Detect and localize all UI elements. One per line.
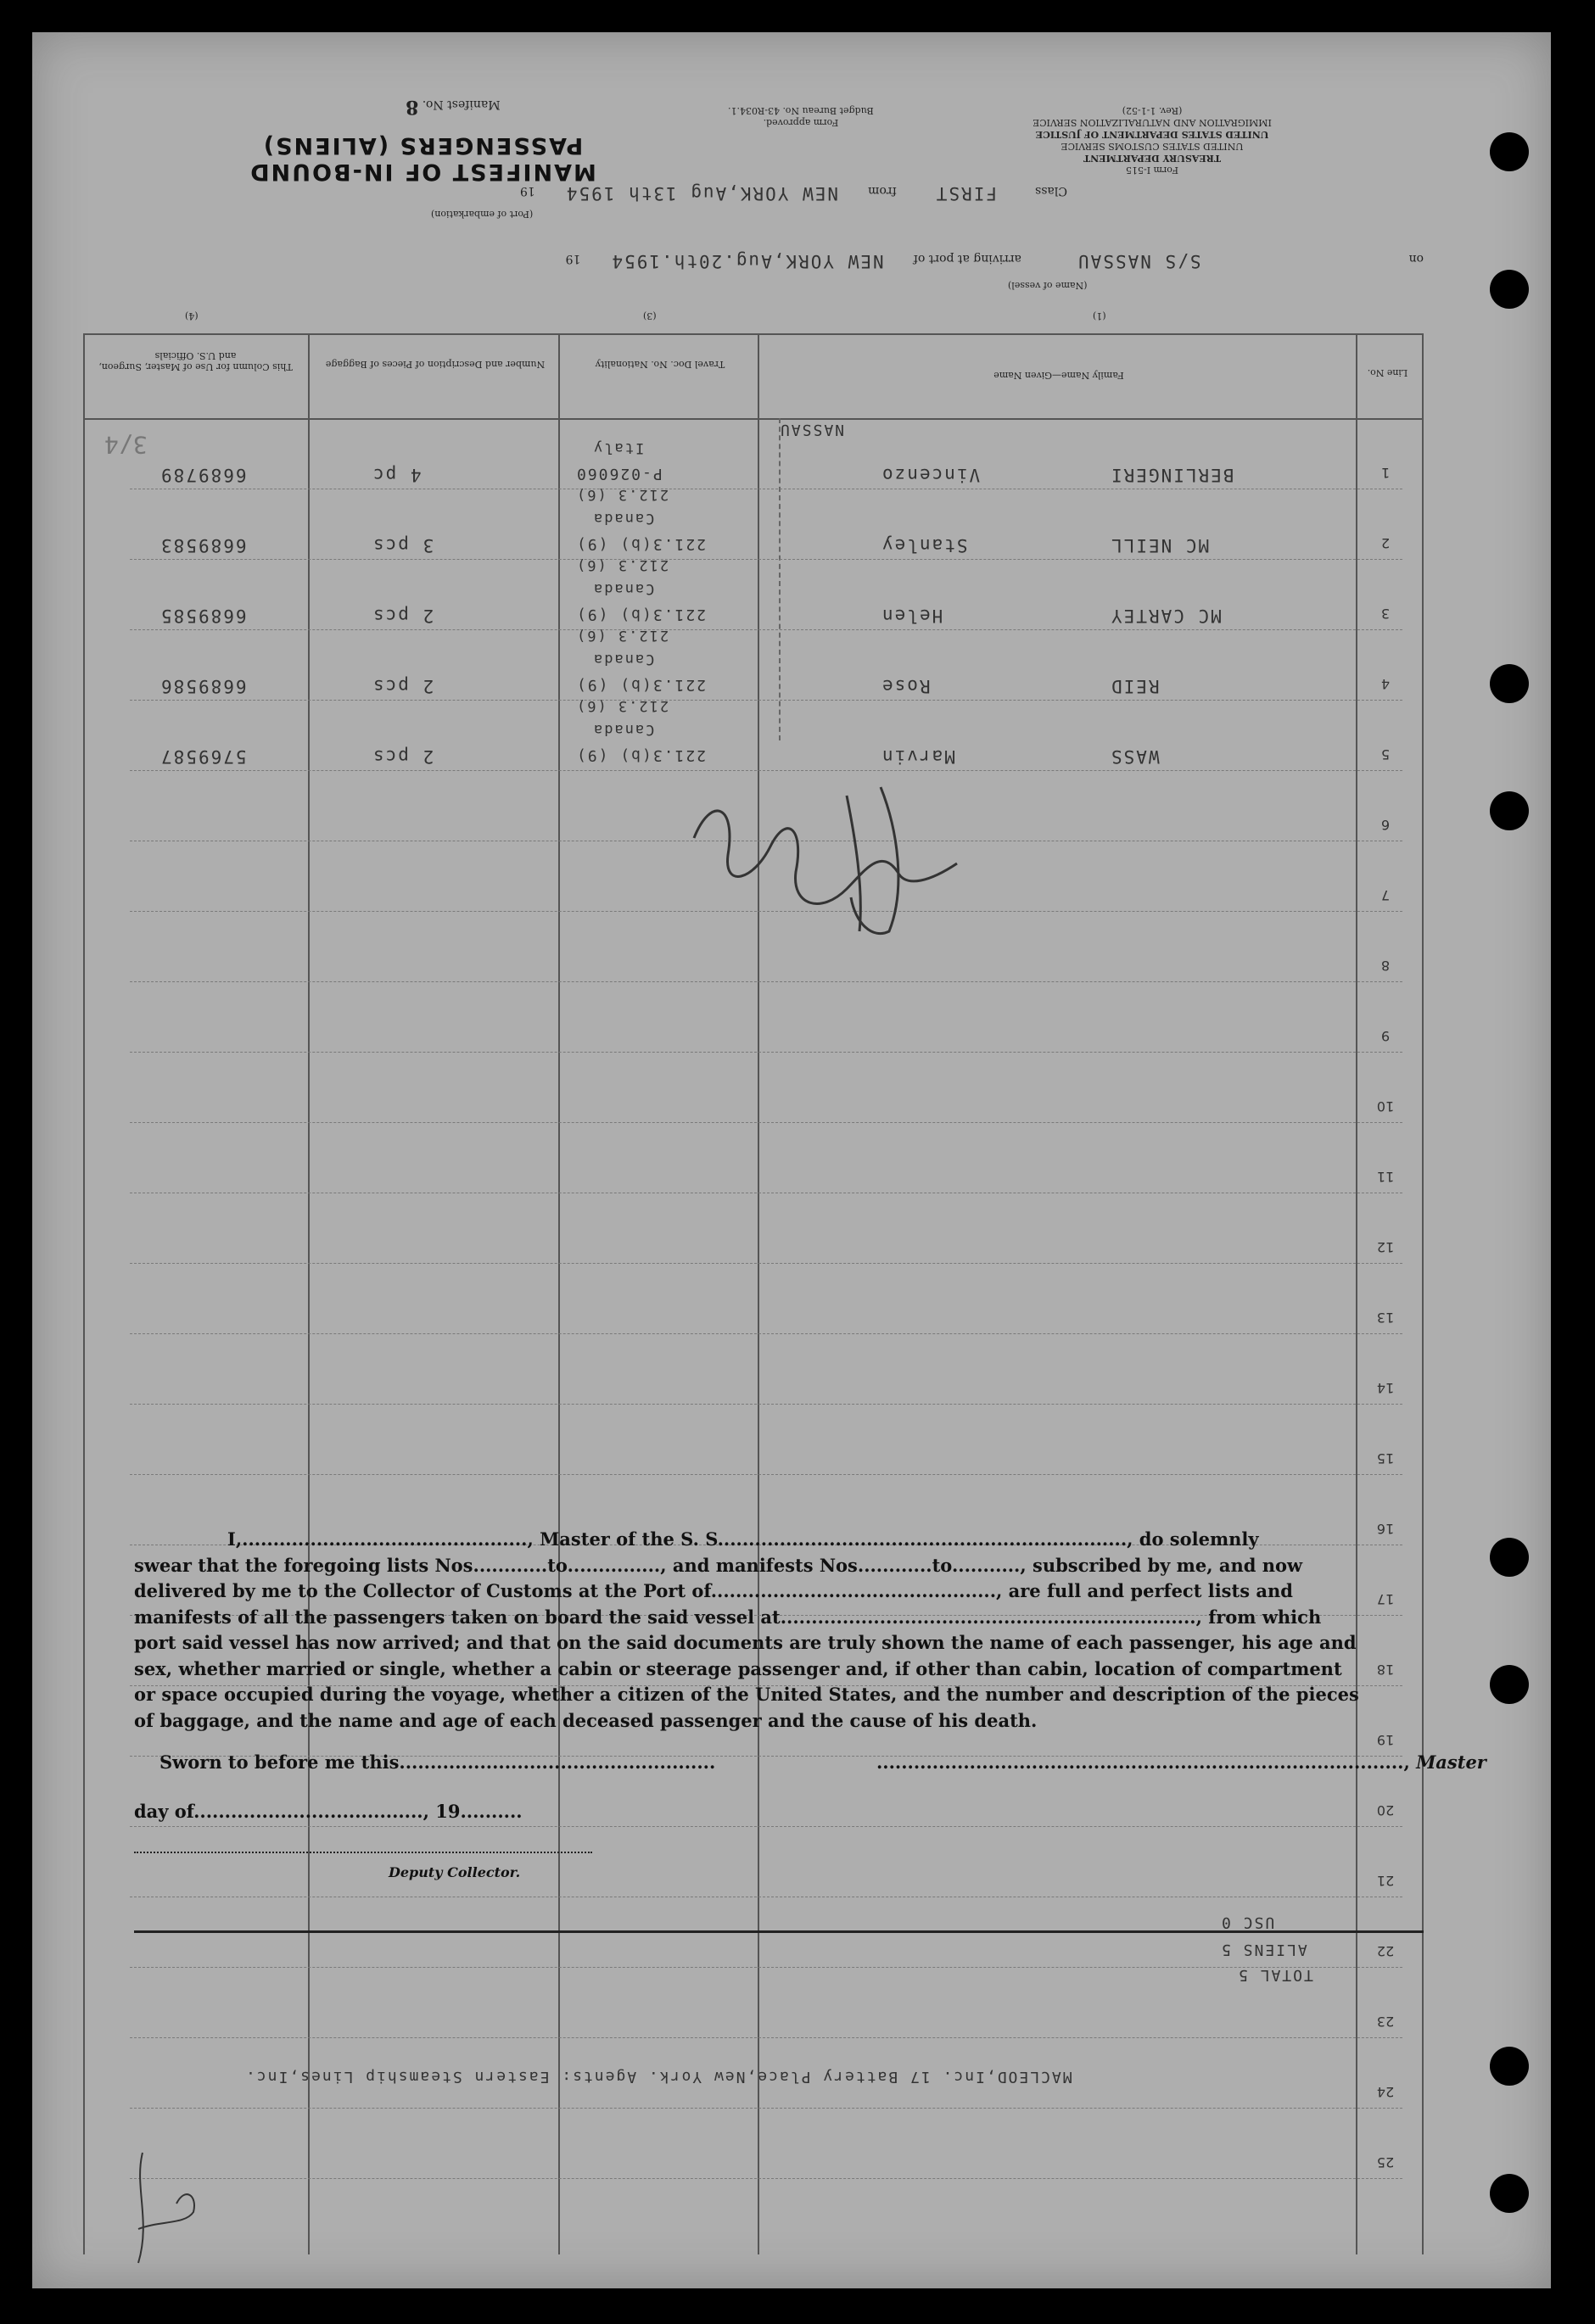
passenger-baggage: 3 pcs [372,535,434,556]
passenger-family-name: REID [1110,676,1160,696]
row-line [130,2037,1402,2039]
day-of-line: day of....................................., 19.......... [134,1801,523,1822]
col4-number: (4) [185,310,199,321]
punch-hole [1490,2174,1529,2213]
arriving-line: on S/S NASSAU arriving at port of NEW YORK,Aug.20th.1954 19 [565,251,1424,271]
header-travel-doc: Travel Doc. No. Nationality [595,359,725,370]
row-line [130,1122,1402,1124]
row-line [130,1193,1402,1194]
punch-hole [1490,132,1529,171]
passenger-official-number: 6689585 [160,606,247,626]
department-block: Form I-515 TREASURY DEPARTMENT UNITED STATES CUSTOMS SERVICE UNITED STATES DEPARTMENT OF JUSTICE IMMIGRATION AND NATURALIZATION SERVICE (Rev. 1-1-52) [1033,105,1272,176]
row-number: 17 [1376,1591,1395,1607]
sworn-line: Sworn to before me this................................................... [160,1751,716,1773]
table-left-border [83,333,85,2254]
master-signature-line: ....................................................................................., Master [876,1751,1486,1773]
passenger-code: 212.3 (6) [575,697,669,714]
passenger-nationality: Canada [592,510,655,527]
manifest-sheet [32,32,1551,2288]
row-number: 20 [1376,1802,1395,1818]
row-line [130,2108,1402,2109]
row-line [130,629,1402,631]
row-number: 5 [1380,746,1391,763]
form-approval: Form approved. Budget Bureau No. 43-R034.1. [728,105,874,128]
total-aliens: ALIENS 5 [1220,1941,1307,1958]
row-number: 21 [1376,1873,1395,1889]
stamp-border [779,418,782,740]
passenger-nationality: Canada [592,721,655,738]
col3-number: (3) [643,310,657,321]
col1-number: (1) [1093,310,1106,321]
total-usc: USC 0 [1220,1913,1275,1931]
row-number: 23 [1376,2014,1395,2030]
row-line [130,1897,1402,1898]
row-line [130,1826,1402,1828]
row-number: 10 [1376,1098,1395,1115]
punch-hole [1490,1538,1529,1577]
row-number: 18 [1376,1662,1395,1678]
passenger-given-name: Marvin [881,746,955,767]
row-line [130,1474,1402,1476]
passenger-given-name: Stanley [881,535,968,556]
row-number: 6 [1380,817,1391,833]
row-line [130,1404,1402,1405]
vessel-caption: (Name of vessel) [1008,280,1088,291]
passenger-code: 212.3 (6) [575,627,669,644]
oath-paragraph: I,.............................................., Master of the S. S.................................................................., do solemnly swear that the foregoing lists Nos............to..............., and manifests Nos............to..........., subscribed by me, and now delivered by me to the Collector of Customs at the Port of.............................................., are full and perfect lists and manifests of all the passengers taken on board the said vessel at..................................................................., from which port said vessel has now arrived; and that on the said documents are truly shown the name of each passenger, his age and sex, whether married or single, whether a cabin or steerage passenger and, if other than cabin, location of compartment or space occupied during the voyage, whether a citizen of the United States, and the number and description of the pieces of baggage, and the name and age of each deceased passenger and the cause of his death. [134,1528,1359,1731]
header-line-no: Line No. [1367,367,1408,378]
punch-hole [1490,791,1529,830]
passenger-baggage: 4 pc [372,465,422,485]
row-number: 3 [1380,606,1391,622]
passenger-family-name: BERLINGERI [1110,465,1234,485]
row-number: 1 [1380,465,1391,481]
vessel-stamp: NASSAU [779,421,845,439]
row-number: 24 [1376,2084,1395,2100]
row-number: 4 [1380,676,1391,692]
row-line [130,981,1402,983]
header-baggage: Number and Description of Pieces of Baggage [325,359,546,370]
manifest-title: MANIFEST OF IN-BOUND PASSENGERS (ALIENS) [249,132,596,185]
passenger-travel-doc: 221.3(b) (9) [575,676,707,694]
header-family-name: Family Name—Given Name [993,370,1124,381]
passenger-nationality: Canada [592,580,655,597]
manifest-number-label: Manifest No. 8 [406,96,501,118]
row-number: 8 [1380,958,1391,974]
punch-hole [1490,664,1529,703]
table-top-border [83,333,1424,335]
row-line [130,559,1402,561]
official-mark: 3/4 [104,431,148,459]
total-count: TOTAL 5 [1237,1966,1313,1984]
handwritten-mark [117,2144,219,2271]
passenger-given-name: Vincenzo [881,465,981,485]
row-number: 25 [1376,2154,1395,2170]
passenger-given-name: Helen [881,606,943,626]
row-line [130,700,1402,701]
passenger-code: 212.3 (6) [575,556,669,573]
passenger-baggage: 2 pcs [372,606,434,626]
punch-hole [1490,2047,1529,2086]
passenger-family-name: MC NEILL [1110,535,1210,556]
passenger-official-number: 6689586 [160,676,247,696]
row-number: 15 [1376,1450,1395,1466]
deputy-signature-line [134,1852,592,1853]
row-number: 13 [1376,1310,1395,1326]
row-number: 19 [1376,1732,1395,1748]
row-number: 12 [1376,1239,1395,1255]
row-number: 14 [1376,1380,1395,1396]
row-line [130,489,1402,490]
passenger-official-number: 6689789 [160,465,247,485]
table-header-border [83,418,1424,420]
agent-line: MACLEOD,Inc. 17 Battery Place,New York. Agents: Eastern Steamship Lines,Inc. [244,2068,1072,2086]
row-number: 22 [1376,1943,1395,1959]
passenger-code: 212.3 (6) [575,486,669,503]
punch-hole [1490,270,1529,309]
passenger-nationality: Canada [592,651,655,668]
passenger-travel-doc: 221.3(b) (9) [575,535,707,553]
row-number: 11 [1376,1169,1395,1185]
passenger-baggage: 2 pcs [372,676,434,696]
passenger-baggage: 2 pcs [372,746,434,767]
row-line [130,2178,1402,2180]
table-right-border [1422,333,1424,2254]
row-number: 9 [1380,1028,1391,1044]
row-number: 7 [1380,887,1391,903]
passenger-travel-doc: 221.3(b) (9) [575,746,707,764]
row-line [130,1333,1402,1335]
passenger-official-number: 6689583 [160,535,247,556]
row-line [130,1967,1402,1969]
passenger-travel-doc: 221.3(b) (9) [575,606,707,623]
passenger-family-name: WASS [1110,746,1160,767]
port-embarkation-caption: (Port of embarkation) [431,209,534,220]
row-number: 16 [1376,1521,1395,1537]
header-official-use: This Column for Use of Master, Surgeon, and U.S. Officials [98,350,293,372]
punch-hole [1490,1665,1529,1704]
passenger-official-number: 5769587 [160,746,247,767]
class-from-line: Class FIRST from NEW YORK,Aug 13th 1954 19 [519,183,1067,204]
passenger-nationality: Italy [592,439,645,456]
row-line [130,1052,1402,1053]
row-line [130,1263,1402,1265]
signature-scribble [677,762,1016,948]
passenger-family-name: MC CARTEY [1110,606,1222,626]
row-number: 2 [1380,535,1391,551]
deputy-collector-label: Deputy Collector. [389,1864,521,1880]
passenger-given-name: Rose [881,676,931,696]
passenger-travel-doc: P-026060 [575,465,663,483]
